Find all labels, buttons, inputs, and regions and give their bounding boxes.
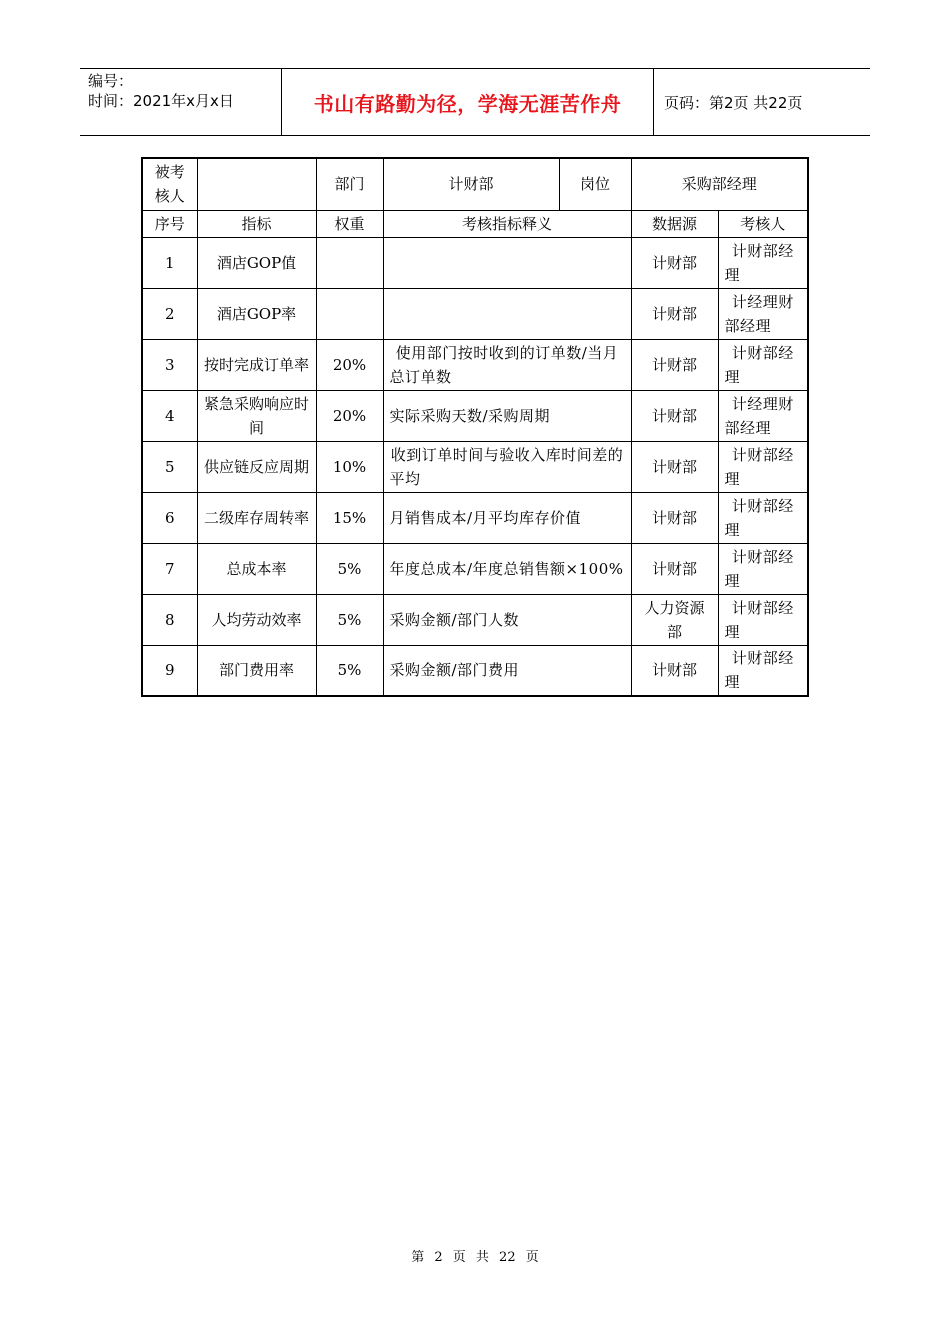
column-header: 序号 — [142, 210, 197, 237]
assessee-label: 被考核人 — [142, 158, 197, 210]
post-value: 采购部经理 — [631, 158, 808, 210]
definition-cell: 实际采购天数/采购周期 — [383, 390, 631, 441]
post-label: 岗位 — [559, 158, 631, 210]
page-header — [80, 68, 870, 136]
column-header: 考核人 — [718, 210, 808, 237]
page-footer: 第 2 页 共 22 页 — [411, 1250, 539, 1265]
assessor-cell: 计经理财部经理 — [718, 390, 808, 441]
table-row — [142, 492, 808, 543]
column-header: 指标 — [197, 210, 316, 237]
time-label: 时间：2021年x月x日 — [88, 92, 234, 110]
definition-cell: 年度总成本/年度总销售额×100% — [383, 543, 631, 594]
source-cell: 计财部 — [631, 390, 718, 441]
source-cell: 计财部 — [631, 339, 718, 390]
indicator-cell: 部门费用率 — [197, 645, 316, 696]
indicator-cell: 酒店GOP率 — [197, 288, 316, 339]
definition-cell: 月销售成本/月平均库存价值 — [383, 492, 631, 543]
definition-cell — [383, 288, 631, 339]
table-row — [142, 339, 808, 390]
row-number: 2 — [142, 288, 197, 339]
weight-cell: 5% — [316, 594, 383, 645]
column-header: 考核指标释义 — [383, 210, 631, 237]
row-number: 7 — [142, 543, 197, 594]
definition-cell — [383, 237, 631, 288]
row-number: 8 — [142, 594, 197, 645]
assessee-value — [197, 158, 316, 210]
weight-cell: 20% — [316, 339, 383, 390]
definition-cell: 使用部门按时收到的订单数/当月总订单数 — [383, 339, 631, 390]
weight-cell: 5% — [316, 543, 383, 594]
source-cell: 计财部 — [631, 288, 718, 339]
table-row — [142, 441, 808, 492]
assessor-cell: 计财部经理 — [718, 339, 808, 390]
source-cell: 计财部 — [631, 237, 718, 288]
indicator-cell: 人均劳动效率 — [197, 594, 316, 645]
definition-cell: 采购金额/部门费用 — [383, 645, 631, 696]
assessor-cell: 计财部经理 — [718, 492, 808, 543]
weight-cell: 5% — [316, 645, 383, 696]
row-number: 5 — [142, 441, 197, 492]
source-cell: 计财部 — [631, 492, 718, 543]
column-header-row — [142, 210, 808, 237]
assessor-cell: 计财部经理 — [718, 543, 808, 594]
header-motto: 书山有路勤为径，学海无涯苦作舟 — [282, 69, 654, 135]
assessor-cell: 计经理财部经理 — [718, 288, 808, 339]
assessment-table — [141, 157, 809, 697]
source-cell: 计财部 — [631, 543, 718, 594]
assessor-cell: 计财部经理 — [718, 645, 808, 696]
row-number: 9 — [142, 645, 197, 696]
indicator-cell: 总成本率 — [197, 543, 316, 594]
assessor-cell: 计财部经理 — [718, 441, 808, 492]
row-number: 3 — [142, 339, 197, 390]
source-cell: 计财部 — [631, 441, 718, 492]
header-meta — [80, 69, 282, 135]
row-number: 1 — [142, 237, 197, 288]
table-header-info-row — [142, 158, 808, 210]
row-number: 6 — [142, 492, 197, 543]
indicator-cell: 按时完成订单率 — [197, 339, 316, 390]
indicator-cell: 紧急采购响应时间 — [197, 390, 316, 441]
column-header: 数据源 — [631, 210, 718, 237]
weight-cell: 15% — [316, 492, 383, 543]
serial-label: 编号： — [88, 72, 134, 90]
table-row — [142, 390, 808, 441]
assessor-cell: 计财部经理 — [718, 237, 808, 288]
source-cell: 计财部 — [631, 645, 718, 696]
table-row — [142, 543, 808, 594]
table-row — [142, 288, 808, 339]
indicator-cell: 二级库存周转率 — [197, 492, 316, 543]
weight-cell: 20% — [316, 390, 383, 441]
header-page-label: 页码：第2页 共22页 — [664, 93, 803, 112]
indicator-cell: 供应链反应周期 — [197, 441, 316, 492]
row-number: 4 — [142, 390, 197, 441]
definition-cell: 采购金额/部门人数 — [383, 594, 631, 645]
weight-cell — [316, 288, 383, 339]
weight-cell — [316, 237, 383, 288]
column-header: 权重 — [316, 210, 383, 237]
table-row — [142, 594, 808, 645]
indicator-cell: 酒店GOP值 — [197, 237, 316, 288]
weight-cell: 10% — [316, 441, 383, 492]
assessor-cell: 计财部经理 — [718, 594, 808, 645]
source-cell: 人力资源部 — [631, 594, 718, 645]
table-row — [142, 645, 808, 696]
dept-label: 部门 — [316, 158, 383, 210]
table-row — [142, 237, 808, 288]
definition-cell: 收到订单时间与验收入库时间差的平均 — [383, 441, 631, 492]
dept-value: 计财部 — [383, 158, 559, 210]
